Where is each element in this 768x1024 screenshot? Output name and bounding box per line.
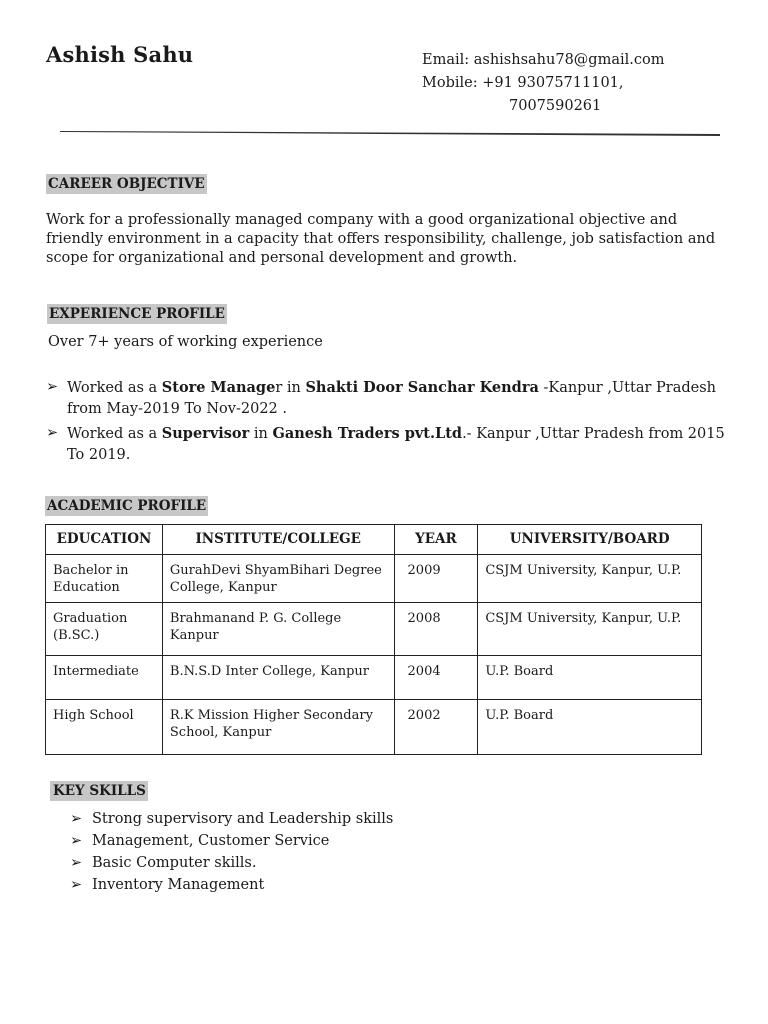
experience-item-prefix: Worked as a [67, 380, 162, 396]
cell-year: 2008 [394, 603, 478, 656]
experience-item-details: .- Kanpur ,Uttar Pradesh from 2015 To 2019. [67, 426, 725, 463]
table-row [46, 603, 702, 656]
column-header-board: UNIVERSITY/BOARD [478, 525, 702, 555]
cell-education: Bachelor in Education [46, 555, 163, 603]
cell-board: CSJM University, Kanpur, U.P. [478, 555, 702, 603]
list-item [70, 852, 393, 874]
contact-block [422, 49, 664, 118]
table-row [46, 700, 702, 755]
cell-year: 2004 [394, 656, 478, 700]
skill-text: Inventory Management [92, 877, 265, 893]
arrow-bullet-icon: ➢ [70, 833, 83, 849]
email-text: Email: ashishsahu78@gmail.com [422, 52, 665, 68]
cell-institute: GurahDevi ShyamBihari Degree College, Kanpur [162, 555, 394, 603]
academic-heading: ACADEMIC PROFILE [47, 498, 207, 514]
academic-table [45, 524, 702, 755]
experience-item [46, 423, 726, 466]
career-objective-heading: CAREER OBJECTIVE [48, 176, 205, 192]
cell-institute: R.K Mission Higher Secondary School, Kanpur [162, 700, 394, 755]
experience-list [46, 377, 726, 469]
cell-institute: Brahmanand P. G. College Kanpur [162, 603, 394, 656]
cell-year: 2009 [394, 555, 478, 603]
cell-board: U.P. Board [478, 656, 702, 700]
cell-institute: B.N.S.D Inter College, Kanpur [162, 656, 394, 700]
list-item [70, 808, 393, 830]
header-divider [60, 128, 720, 136]
cell-education: Intermediate [46, 656, 163, 700]
table-row [46, 555, 702, 603]
experience-item-details: -Kanpur ,Uttar Pradesh from May-2019 To Nov-2022 . [67, 380, 716, 417]
cell-board: CSJM University, Kanpur, U.P. [478, 603, 702, 656]
experience-company: Ganesh Traders pvt.Ltd [272, 425, 463, 442]
skill-text: Basic Computer skills. [92, 855, 257, 871]
key-skills-heading: KEY SKILLS [50, 781, 148, 801]
experience-role: Supervisor [161, 425, 250, 442]
column-header-year: YEAR [394, 525, 478, 555]
cell-education: Graduation (B.SC.) [46, 603, 163, 656]
experience-item-prefix: Worked as a [67, 426, 162, 442]
skill-text: Strong supervisory and Leadership skills [92, 811, 394, 827]
arrow-bullet-icon: ➢ [70, 811, 83, 827]
experience-item-joiner: r in [275, 380, 306, 396]
column-header-education: EDUCATION [46, 525, 163, 555]
experience-heading: EXPERIENCE PROFILE [49, 306, 225, 322]
column-header-institute: INSTITUTE/COLLEGE [162, 525, 394, 555]
experience-role: Store Manage [161, 379, 276, 396]
experience-summary: Over 7+ years of working experience [48, 334, 323, 350]
arrow-bullet-icon: ➢ [70, 855, 83, 871]
list-item [70, 874, 393, 896]
cell-education: High School [46, 700, 163, 755]
career-objective-text: Work for a professionally managed company with a good organizational objective and friendly environment in a capacity that offers responsibility, challenge, job satisfaction and scope for organizational and personal development and growth. [46, 212, 716, 266]
skill-text: Management, Customer Service [92, 833, 330, 849]
candidate-name: Ashish Sahu [46, 42, 194, 67]
table-row [46, 656, 702, 700]
experience-company: Shakti Door Sanchar Kendra [305, 379, 539, 396]
experience-item [46, 377, 726, 420]
skills-list [70, 808, 393, 896]
cell-board: U.P. Board [478, 700, 702, 755]
mobile-text-secondary: 7007590261 [509, 98, 602, 114]
arrow-bullet-icon: ➢ [70, 877, 83, 893]
mobile-text: Mobile: +91 93075711101, [422, 75, 624, 91]
cell-year: 2002 [394, 700, 478, 755]
table-header-row [46, 525, 702, 555]
list-item [70, 830, 393, 852]
arrow-bullet-icon: ➢ [46, 425, 59, 441]
experience-item-joiner: in [249, 426, 273, 442]
arrow-bullet-icon: ➢ [46, 379, 59, 395]
